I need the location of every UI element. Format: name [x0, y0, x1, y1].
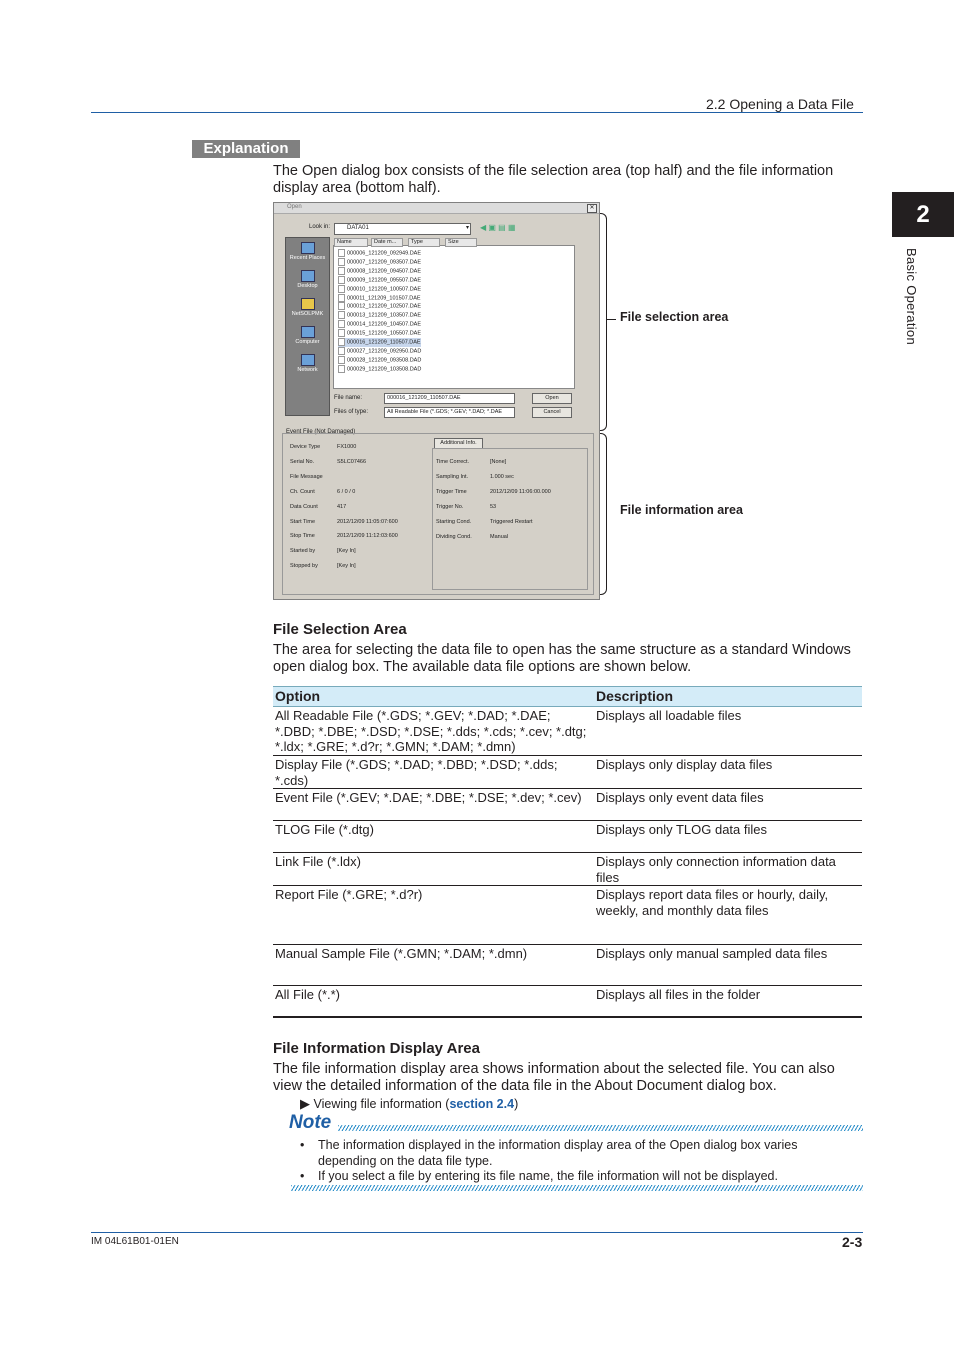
chapter-side-label: Basic Operation: [904, 248, 919, 345]
description-cell: Displays only display data files: [594, 756, 862, 789]
info-key: Trigger No.: [436, 504, 464, 510]
note-top-rule: [338, 1125, 863, 1131]
file-icon: [338, 294, 345, 302]
chapter-tab: 2: [892, 192, 954, 237]
option-cell: Report File (*.GRE; *.d?r): [273, 886, 594, 945]
info-key: Stop Time: [290, 533, 315, 540]
ref-prefix: Viewing file information (: [313, 1097, 450, 1111]
look-in-label: Look in:: [309, 224, 331, 230]
description-cell: Displays all files in the folder: [594, 986, 862, 1018]
page-number: 2-3: [842, 1234, 863, 1250]
options-table: [273, 686, 862, 1018]
folder-icon: [301, 298, 315, 310]
network-icon: [301, 354, 315, 366]
info-right: [436, 459, 581, 559]
table-row: [273, 789, 862, 821]
option-cell: Event File (*.GEV; *.DAE; *.DBE; *.DSE; *.dev; *.cev): [273, 789, 594, 821]
option-cell: Display File (*.GDS; *.DAD; *.DBD; *.DSD; *.dds; *.cds): [273, 756, 594, 789]
info-value: FX1000: [337, 444, 357, 450]
files-of-type-select[interactable]: All Readable File (*.GDS; *.GEV; *.DAD; *.DAE: [384, 407, 515, 418]
info-value: S5LC07466: [337, 458, 367, 465]
info-key: Serial No.: [290, 458, 315, 465]
info-value: [Key In]: [337, 563, 356, 570]
info-key: Ch. Count: [290, 488, 315, 495]
info-value: Manual: [490, 534, 509, 540]
table-row: [273, 853, 862, 886]
place-desktop[interactable]: Desktop: [286, 270, 329, 289]
info-value: 2012/12/09 11:05:07:600: [337, 518, 398, 525]
file-list-item[interactable]: 000012_121209_102507.DAE: [338, 302, 421, 311]
file-list-item[interactable]: 000006_121209_092949.DAE: [338, 249, 421, 258]
footer-rule: [91, 1232, 863, 1233]
info-key: Data Count: [290, 503, 318, 510]
file-list-item[interactable]: 000029_121209_103508.DAD: [338, 365, 421, 374]
description-cell: Displays all loadable files: [594, 707, 862, 756]
selection-leader: [606, 319, 616, 320]
info-left: [290, 444, 430, 574]
options-table-body: [273, 707, 862, 1018]
look-in-select[interactable]: [334, 223, 471, 235]
file-list-item[interactable]: 000011_121209_101507.DAE: [338, 294, 421, 303]
file-icon: [338, 285, 345, 293]
toolbar-icons[interactable]: ◀ ▣ ▤ ▦: [480, 223, 516, 232]
file-list[interactable]: [333, 239, 575, 389]
triangle-right-icon: ▶: [300, 1096, 310, 1111]
table-row: [273, 821, 862, 853]
description-cell: Displays only event data files: [594, 789, 862, 821]
info-value: 1.000 sec: [490, 474, 514, 480]
table-row: [273, 707, 862, 756]
file-list-item[interactable]: 000016_121209_110507.DAE: [338, 338, 421, 347]
file-icon: [338, 329, 345, 337]
file-list-item[interactable]: 000028_121209_093508.DAD: [338, 356, 421, 365]
place-netsolpmk[interactable]: NetSOLPMK: [286, 298, 329, 317]
info-value: 2012/12/09 11:06:00.000: [490, 489, 551, 495]
file-icon: [338, 276, 345, 284]
look-in-value: DATA01: [347, 225, 369, 231]
explanation-label: Explanation: [192, 140, 300, 158]
option-cell: TLOG File (*.dtg): [273, 821, 594, 853]
file-icon: [338, 365, 345, 373]
computer-icon: [301, 326, 315, 338]
close-icon[interactable]: ✕: [587, 204, 597, 213]
note-bottom-rule: [291, 1185, 863, 1191]
table-row: [273, 945, 862, 986]
selection-brace: [600, 213, 607, 431]
info-value: [None]: [490, 459, 507, 465]
info-value: 6 / 0 / 0: [337, 488, 356, 495]
file-icon: [338, 302, 345, 310]
header-option: Option: [273, 687, 594, 707]
recent-places-icon: [301, 242, 315, 254]
info-value: 417: [337, 503, 347, 510]
file-info-heading: File Information Display Area: [273, 1040, 480, 1057]
file-list-item[interactable]: 000027_121209_092950.DAD: [338, 347, 421, 356]
file-icon: [338, 347, 345, 355]
file-icon: [338, 356, 345, 364]
cancel-button[interactable]: Cancel: [532, 407, 572, 418]
description-cell: Displays only connection information data files: [594, 853, 862, 886]
info-key: Started by: [290, 548, 316, 555]
running-header: 2.2 Opening a Data File: [706, 96, 854, 112]
dialog-titlebar: [274, 203, 599, 214]
annotation-file-info: File information area: [620, 503, 743, 517]
desktop-icon: [301, 270, 315, 282]
file-icon: [338, 311, 345, 319]
info-value: 2012/12/09 11:12:03:600: [337, 533, 398, 540]
open-dialog: [273, 202, 600, 600]
file-icon: [338, 267, 345, 275]
open-button[interactable]: Open: [532, 393, 572, 404]
info-key: File Message: [290, 473, 323, 480]
col-type[interactable]: Type: [408, 238, 440, 247]
info-key: Sampling Int.: [436, 474, 469, 480]
info-brace: [600, 433, 607, 595]
info-group-label: Event File (Not Damaged): [286, 429, 356, 435]
file-list-item[interactable]: 000008_121209_094507.DAE: [338, 267, 421, 276]
table-row: [273, 756, 862, 789]
file-selection-body: The area for selecting the data file to open has the same structure as a standard Windows open dialog box. The available data file options are shown below.: [273, 642, 851, 675]
file-list-item[interactable]: 000014_121209_104507.DAE: [338, 320, 421, 329]
file-list-item[interactable]: 000015_121209_105507.DAE: [338, 329, 421, 338]
explanation-intro: The Open dialog box consists of the file selection area (top half) and the file information display area (bottom half).: [273, 163, 834, 196]
note-item: • If you select a file by entering its file name, the file information will not be displayed.: [300, 1169, 778, 1183]
file-info-body: The file information display area shows information about the selected file. You can also view the detailed information of the data file in the About Document dialog box.: [273, 1061, 835, 1094]
info-value: Triggered Restart: [490, 519, 533, 525]
file-selection-heading: File Selection Area: [273, 621, 407, 638]
place-computer[interactable]: Computer: [286, 326, 329, 345]
place-network[interactable]: Network: [286, 354, 329, 373]
info-key: Start Time: [290, 518, 316, 525]
file-list-item[interactable]: 000013_121209_103507.DAE: [338, 311, 421, 320]
file-icon: [338, 338, 345, 346]
ref-link[interactable]: section 2.4: [449, 1097, 515, 1111]
file-list-item[interactable]: 000010_121209_100507.DAE: [338, 285, 421, 294]
col-name[interactable]: Name: [334, 238, 368, 247]
places-bar: [285, 237, 330, 416]
cross-reference: [300, 1096, 518, 1112]
header-description: Description: [594, 687, 862, 707]
file-icon: [338, 320, 345, 328]
tab-additional-info[interactable]: Additional Info.: [434, 438, 483, 449]
option-cell: All File (*.*): [273, 986, 594, 1018]
annotation-file-selection: File selection area: [620, 310, 729, 324]
file-icon: [338, 258, 345, 266]
description-cell: Displays only TLOG data files: [594, 821, 862, 853]
info-value: [Key In]: [337, 548, 356, 555]
note-title: Note: [289, 1112, 332, 1133]
info-key: Device Type: [290, 444, 321, 450]
file-icon: [338, 249, 345, 257]
info-key: Starting Cond.: [436, 519, 472, 525]
info-key: Dividing Cond.: [436, 534, 472, 540]
description-cell: Displays report data files or hourly, daily, weekly, and monthly data files: [594, 886, 862, 945]
info-value: 53: [490, 504, 497, 510]
option-cell: Link File (*.ldx): [273, 853, 594, 886]
header-rule: [91, 112, 863, 113]
file-list-item[interactable]: 000009_121209_095507.DAE: [338, 276, 421, 285]
chevron-down-icon: ▾: [465, 225, 469, 231]
file-name-label: File name:: [334, 395, 363, 401]
table-row: [273, 986, 862, 1018]
dialog-title: Open: [287, 204, 302, 210]
description-cell: Displays only manual sampled data files: [594, 945, 862, 986]
info-key: Time Correct.: [436, 459, 470, 465]
place-recent[interactable]: Recent Places: [286, 242, 329, 261]
col-size[interactable]: Size: [445, 238, 477, 247]
table-row: [273, 886, 862, 945]
note-item: • The information displayed in the information display area of the Open dialog box varies depending on the data file type.: [300, 1138, 798, 1168]
info-key: Stopped by: [290, 563, 318, 570]
ref-suffix: ): [514, 1097, 519, 1111]
doc-id: IM 04L61B01-01EN: [91, 1236, 179, 1247]
note-list: [300, 1138, 840, 1185]
file-list-item[interactable]: 000007_121209_093507.DAE: [338, 258, 421, 267]
option-cell: All Readable File (*.GDS; *.GEV; *.DAD; *.DAE; *.DBD; *.DBE; *.DSD; *.DSE; *.dds; *.cds; *.cev; *.dtg; *.ldx; *.GRE; *.d?r; *.GMN; *.DAM; *.dmn): [273, 707, 594, 756]
file-name-input[interactable]: 000016_121209_110507.DAE: [384, 393, 515, 404]
info-key: Trigger Time: [436, 489, 467, 495]
option-cell: Manual Sample File (*.GMN; *.DAM; *.dmn): [273, 945, 594, 986]
col-date[interactable]: Date m...: [371, 238, 403, 247]
files-of-type-label: Files of type:: [334, 409, 369, 415]
